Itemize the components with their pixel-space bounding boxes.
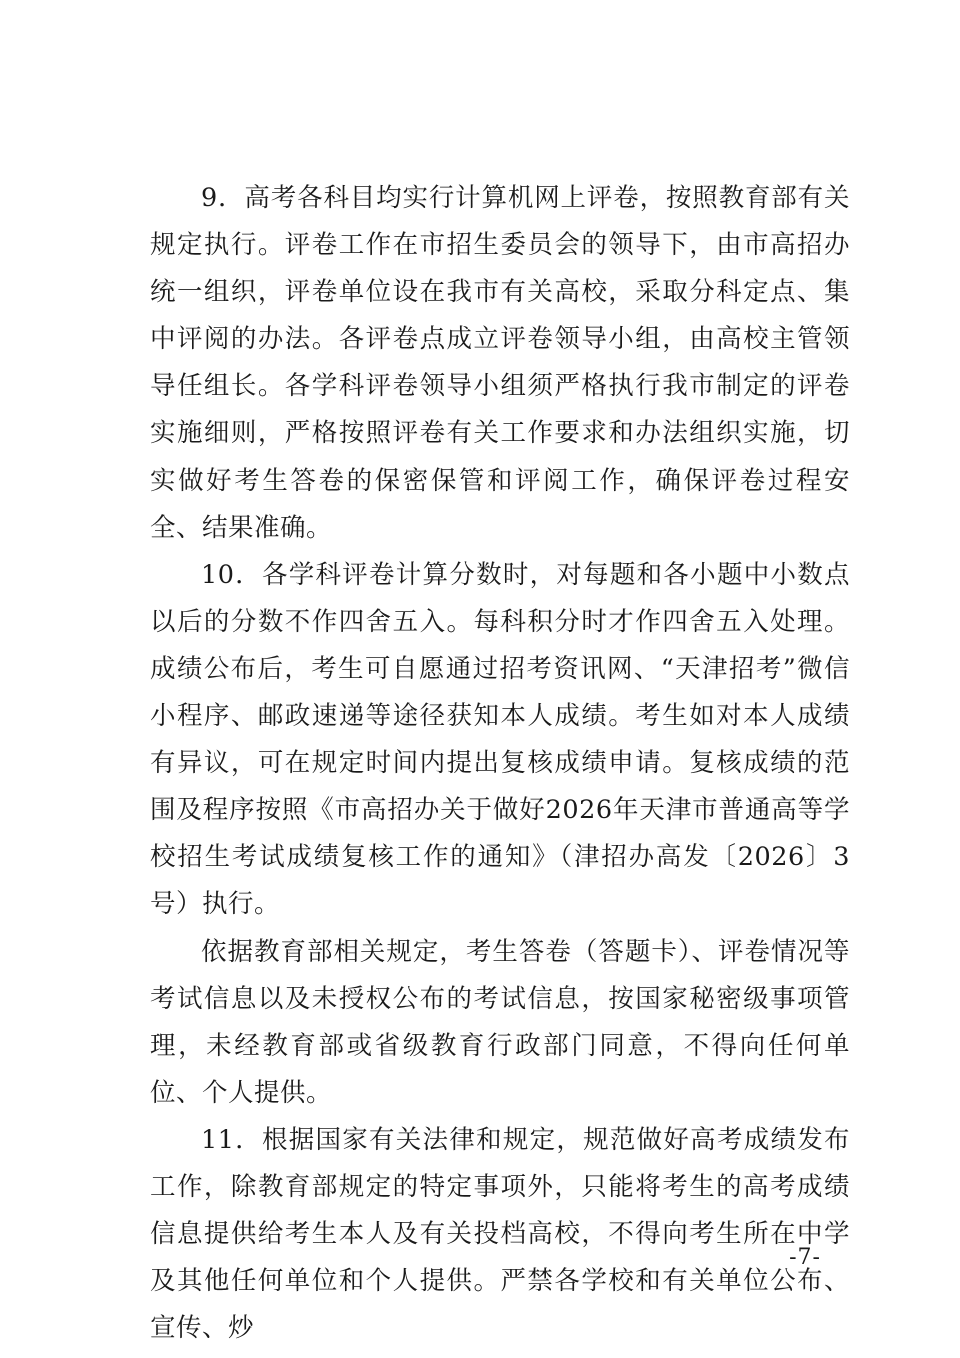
document-body [150, 175, 850, 1352]
paragraph-item-9: 9．高考各科目均实行计算机网上评卷，按照教育部有关规定执行。评卷工作在市招生委员会的领导下，由市高招办统一组织，评卷单位设在我市有关高校，采取分科定点、集中评阅的办法。各评卷点成立评卷领导小组，由高校主管领导任组长。各学科评卷领导小组须严格执行我市制定的评卷实施细则，严格按照评卷有关工作要求和办法组织实施，切实做好考生答卷的保密保管和评阅工作，确保评卷过程安全、结果准确。 [150, 183, 850, 543]
paragraph-confidentiality: 依据教育部相关规定，考生答卷（答题卡）、评卷情况等考试信息以及未授权公布的考试信息，按国家秘密级事项管理，未经教育部或省级教育行政部门同意，不得向任何单位、个人提供。 [150, 936, 850, 1108]
paragraph-item-10: 10．各学科评卷计算分数时，对每题和各小题中小数点以后的分数不作四舍五入。每科积分时才作四舍五入处理。成绩公布后，考生可自愿通过招考资讯网、“天津招考”微信小程序、邮政速递等途径获知本人成绩。考生如对本人成绩有异议，可在规定时间内提出复核成绩申请。复核成绩的范围及程序按照《市高招办关于做好2026年天津市普通高等学校招生考试成绩复核工作的通知》（津招办高发〔2026〕3号）执行。 [150, 559, 850, 920]
paragraph-item-11: 11．根据国家有关法律和规定，规范做好高考成绩发布工作，除教育部规定的特定事项外，只能将考生的高考成绩信息提供给考生本人及有关投档高校，不得向考生所在中学及其他任何单位和个人提供。严禁各学校和有关单位公布、宣传、炒 [150, 1124, 850, 1344]
page-number: -7- [789, 1245, 821, 1270]
